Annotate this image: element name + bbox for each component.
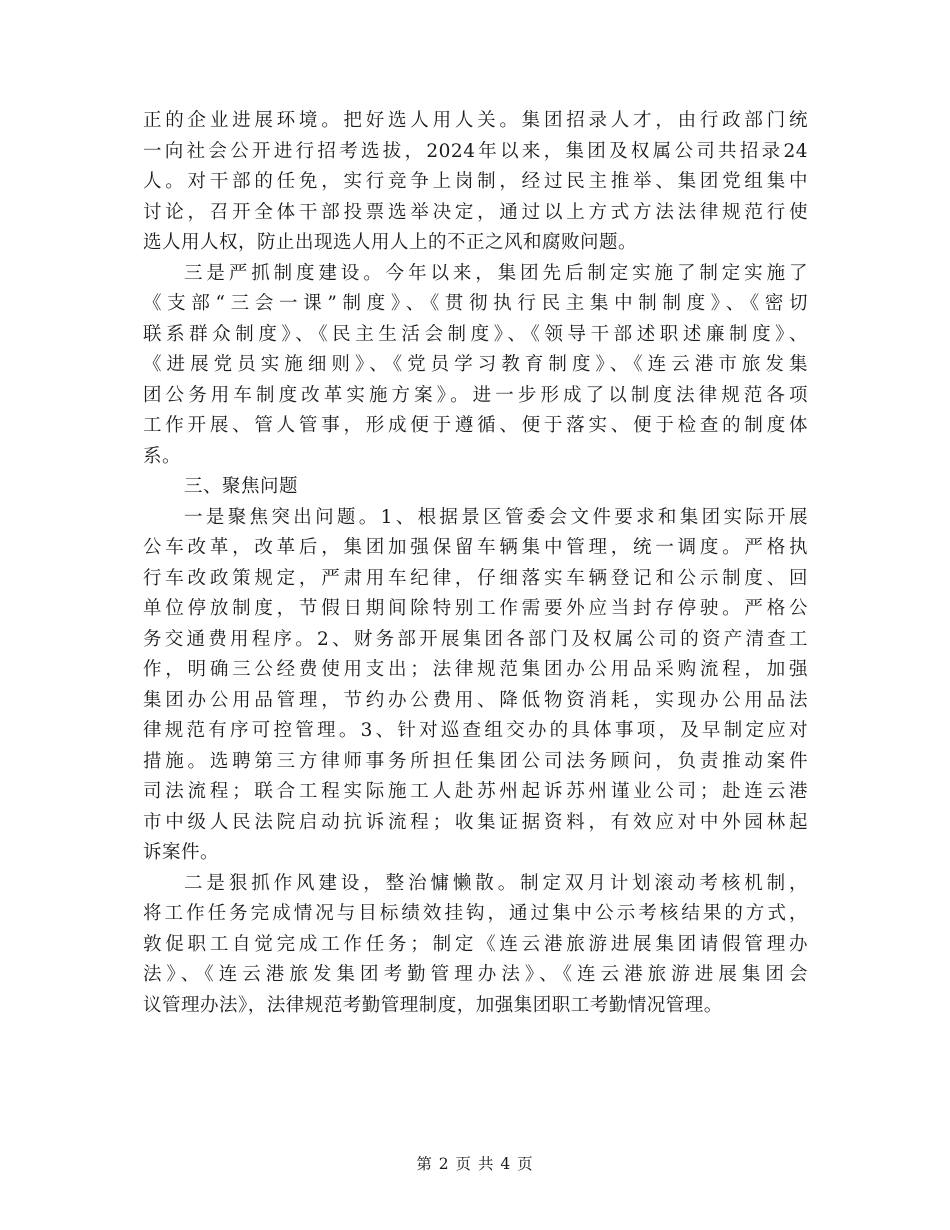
- text-line: 敦促职工自觉完成工作任务；制定《连云港旅游进展集团请假管理办: [143, 933, 808, 955]
- text-line: 三、聚焦问题: [184, 476, 299, 497]
- text-line: 《支部“三会一课”制度》、《贯彻执行民主集中制制度》、《密切: [143, 293, 808, 314]
- text-line: 选人用人权，防止出现选人用人上的不正之风和腐败问题。: [143, 232, 638, 253]
- text-line: 单位停放制度，节假日期间除特别工作需要外应当封存停驶。严格公: [143, 598, 808, 619]
- text-line: 作，明确三公经费使用支出；法律规范集团办公用品采购流程，加强: [143, 659, 808, 680]
- text-line: 司法流程；联合工程实际施工人赴苏州起诉苏州谨业公司；赴连云港: [143, 781, 808, 802]
- text-line: 系。: [143, 445, 182, 467]
- text-line: 讨论，召开全体干部投票选举决定，通过以上方式方法法律规范行使: [143, 201, 808, 223]
- text-line: 律规范有序可控管理。3、针对巡查组交办的具体事项，及早制定应对: [143, 720, 808, 741]
- text-line: 团公务用车制度改革实施方案》。进一步形成了以制度法律规范各项: [143, 384, 808, 406]
- text-line: 议管理办法》，法律规范考勤管理制度，加强集团职工考勤情况管理。: [143, 994, 723, 1016]
- text-line: 公车改革，改革后，集团加强保留车辆集中管理，统一调度。严格执: [143, 537, 808, 558]
- text-line: 《进展党员实施细则》、《党员学习教育制度》、《连云港市旅发集: [143, 354, 808, 375]
- body-text: [143, 106, 808, 1021]
- text-line: 二是狠抓作风建设，整治慵懒散。制定双月计划滚动考核机制，: [184, 872, 808, 894]
- page-footer: 第 2 页 共 4 页: [416, 1155, 534, 1173]
- text-line: 行车改政策规定，严肃用车纪律，仔细落实车辆登记和公示制度、回: [143, 567, 808, 589]
- text-line: 一向社会公开进行招考选拔，2024年以来，集团及权属公司共招录24: [143, 140, 808, 162]
- text-line: 诉案件。: [143, 842, 220, 863]
- text-line: 务交通费用程序。2、财务部开展集团各部门及权属公司的资产清查工: [143, 628, 808, 650]
- text-line: 工作开展、管人管事，形成便于遵循、便于落实、便于检查的制度体: [143, 415, 808, 436]
- text-line: 将工作任务完成情况与目标绩效挂钩，通过集中公示考核结果的方式，: [143, 903, 808, 924]
- text-line: 正的企业进展环境。把好选人用人关。集团招录人才，由行政部门统: [143, 110, 808, 131]
- text-line: 人。对干部的任免，实行竞争上岗制，经过民主推举、集团党组集中: [143, 171, 808, 192]
- text-line: 法》、《连云港旅发集团考勤管理办法》、《连云港旅游进展集团会: [143, 964, 808, 985]
- text-line: 集团办公用品管理，节约办公费用、降低物资消耗，实现办公用品法: [143, 689, 808, 711]
- text-line: 三是严抓制度建设。今年以来，集团先后制定实施了制定实施了: [184, 262, 808, 284]
- text-line: 措施。选聘第三方律师事务所担任集团公司法务顾问，负责推动案件: [143, 750, 808, 772]
- text-line: 市中级人民法院启动抗诉流程；收集证据资料，有效应对中外园林起: [143, 811, 808, 833]
- text-line: 联系群众制度》、《民主生活会制度》、《领导干部述职述廉制度》、: [143, 323, 808, 345]
- text-line: 一是聚焦突出问题。1、根据景区管委会文件要求和集团实际开展: [184, 506, 808, 528]
